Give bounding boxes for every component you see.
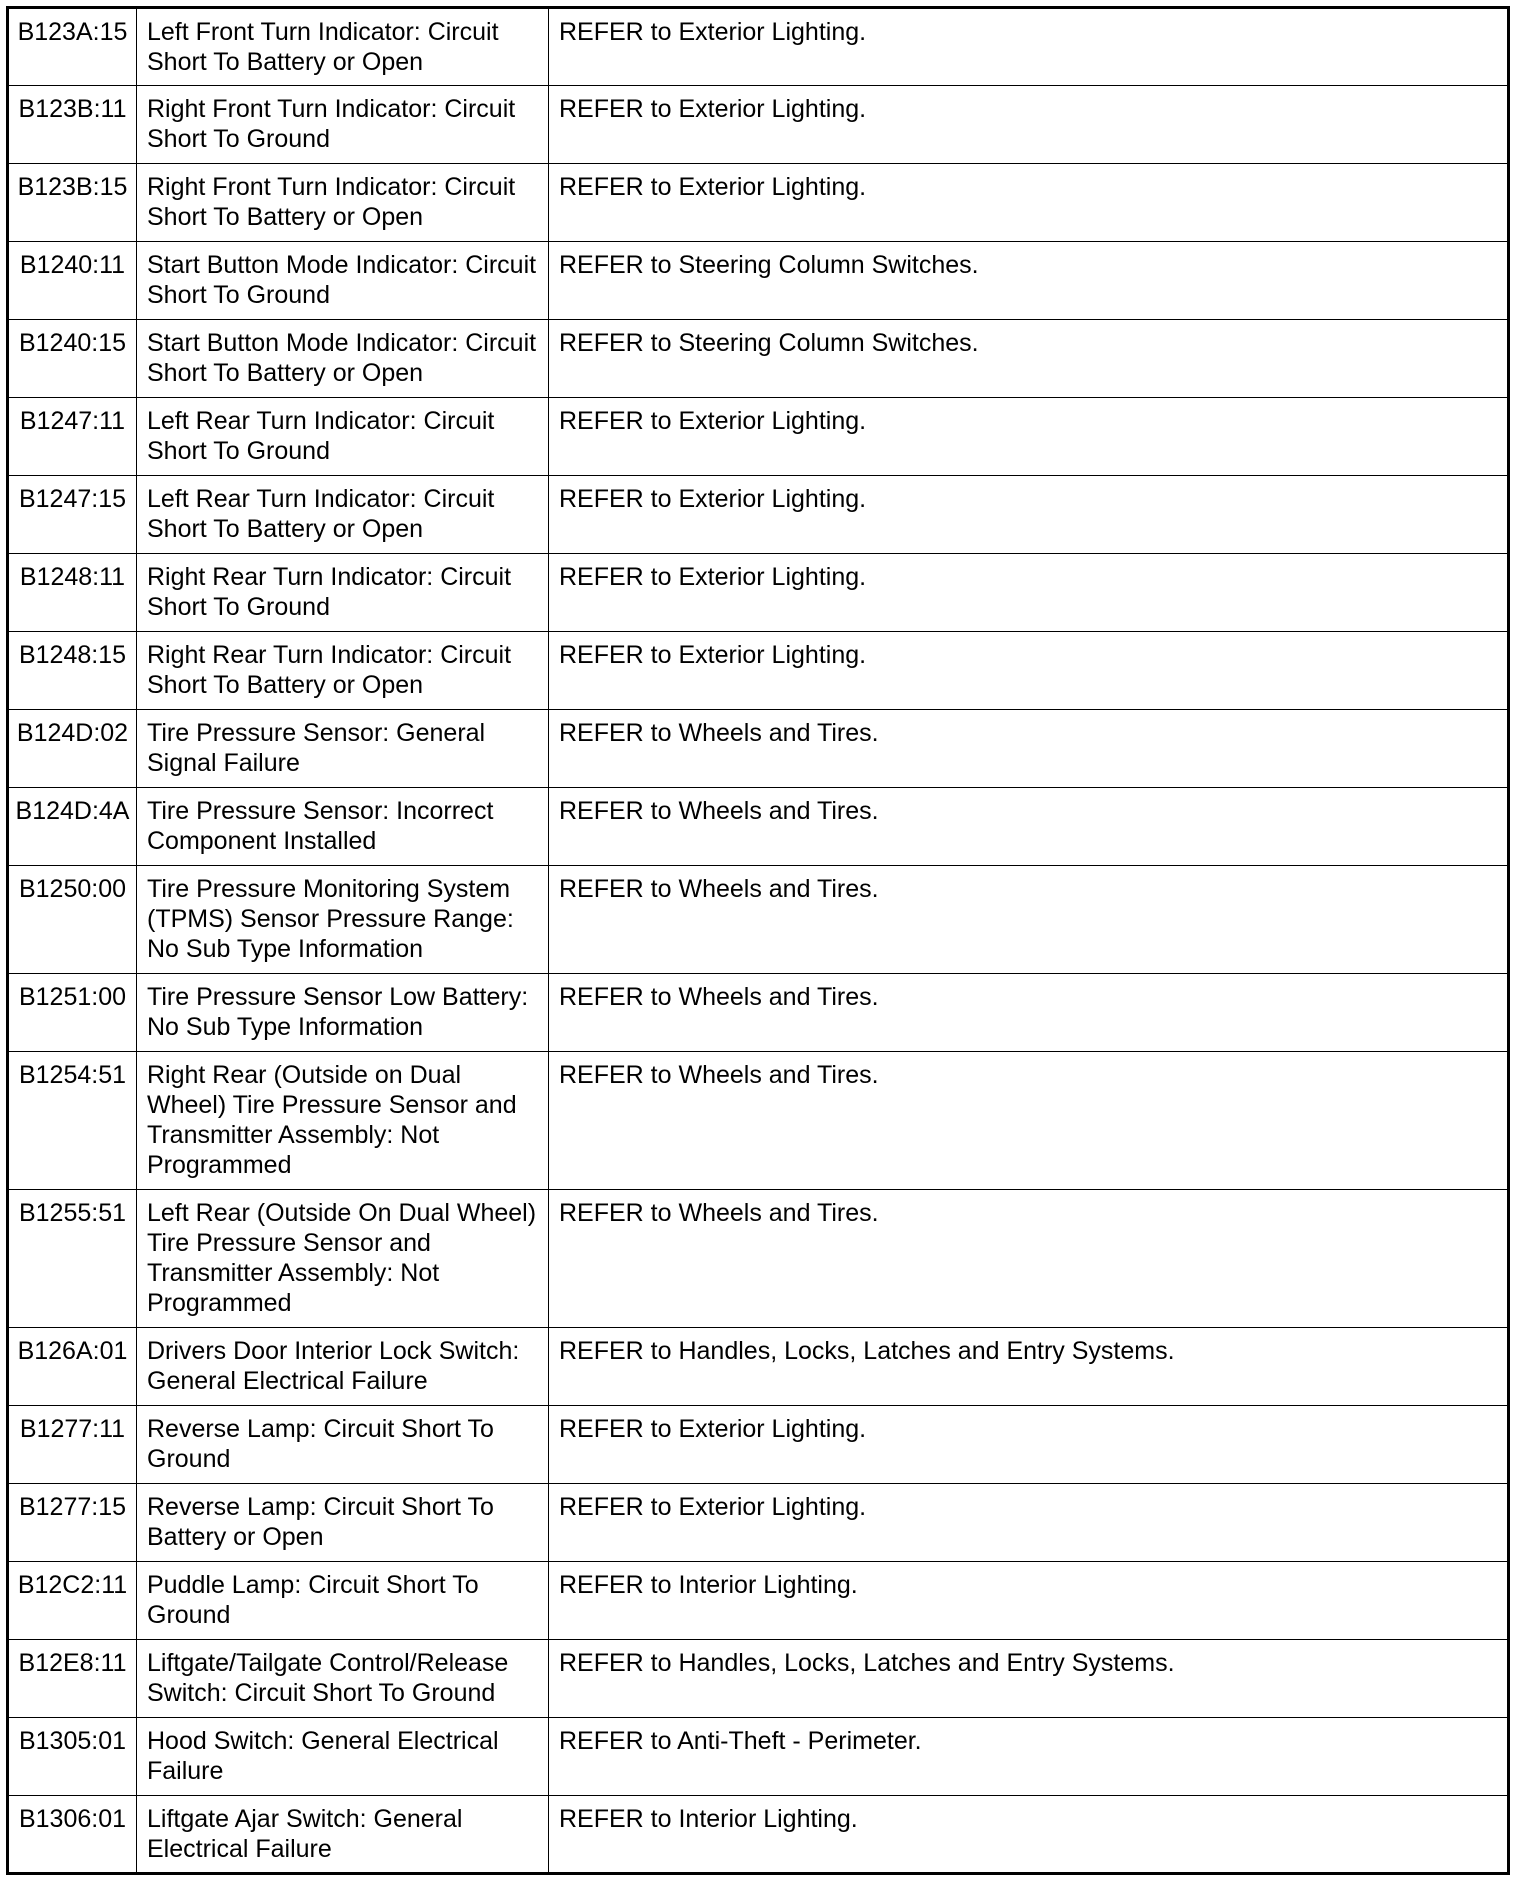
dtc-code: B123A:15 — [8, 8, 137, 86]
dtc-action: REFER to Wheels and Tires. — [549, 974, 1509, 1052]
dtc-action: REFER to Wheels and Tires. — [549, 710, 1509, 788]
table-row — [8, 1406, 1509, 1484]
dtc-code: B12E8:11 — [8, 1640, 137, 1718]
dtc-action: REFER to Interior Lighting. — [549, 1796, 1509, 1874]
dtc-description: Liftgate Ajar Switch: General Electrical Failure — [137, 1796, 549, 1874]
dtc-code: B1240:15 — [8, 320, 137, 398]
dtc-action: REFER to Interior Lighting. — [549, 1562, 1509, 1640]
dtc-code: B1254:51 — [8, 1052, 137, 1190]
dtc-description: Right Rear Turn Indicator: Circuit Short To Ground — [137, 554, 549, 632]
dtc-description: Hood Switch: General Electrical Failure — [137, 1718, 549, 1796]
table-row — [8, 164, 1509, 242]
table-row — [8, 1562, 1509, 1640]
dtc-description: Left Front Turn Indicator: Circuit Short To Battery or Open — [137, 8, 549, 86]
table-row — [8, 554, 1509, 632]
dtc-action: REFER to Steering Column Switches. — [549, 242, 1509, 320]
dtc-description: Puddle Lamp: Circuit Short To Ground — [137, 1562, 549, 1640]
dtc-action: REFER to Exterior Lighting. — [549, 398, 1509, 476]
dtc-description: Tire Pressure Monitoring System (TPMS) Sensor Pressure Range: No Sub Type Information — [137, 866, 549, 974]
dtc-action: REFER to Wheels and Tires. — [549, 788, 1509, 866]
dtc-table — [6, 6, 1510, 1875]
dtc-description: Liftgate/Tailgate Control/Release Switch: Circuit Short To Ground — [137, 1640, 549, 1718]
dtc-description: Right Rear Turn Indicator: Circuit Short To Battery or Open — [137, 632, 549, 710]
dtc-description: Left Rear (Outside On Dual Wheel) Tire Pressure Sensor and Transmitter Assembly: Not Programmed — [137, 1190, 549, 1328]
dtc-action: REFER to Wheels and Tires. — [549, 1052, 1509, 1190]
dtc-action: REFER to Anti-Theft - Perimeter. — [549, 1718, 1509, 1796]
table-row — [8, 1052, 1509, 1190]
dtc-description: Left Rear Turn Indicator: Circuit Short To Ground — [137, 398, 549, 476]
table-row — [8, 1190, 1509, 1328]
dtc-code: B124D:02 — [8, 710, 137, 788]
dtc-code: B123B:11 — [8, 86, 137, 164]
table-row — [8, 1718, 1509, 1796]
dtc-action: REFER to Wheels and Tires. — [549, 1190, 1509, 1328]
table-row — [8, 476, 1509, 554]
dtc-code: B1277:11 — [8, 1406, 137, 1484]
table-row — [8, 1640, 1509, 1718]
dtc-code: B1247:11 — [8, 398, 137, 476]
table-row — [8, 974, 1509, 1052]
dtc-action: REFER to Exterior Lighting. — [549, 164, 1509, 242]
dtc-code: B1305:01 — [8, 1718, 137, 1796]
table-row — [8, 710, 1509, 788]
dtc-code: B1248:11 — [8, 554, 137, 632]
dtc-description: Start Button Mode Indicator: Circuit Short To Battery or Open — [137, 320, 549, 398]
dtc-action: REFER to Exterior Lighting. — [549, 8, 1509, 86]
table-row — [8, 398, 1509, 476]
dtc-code: B123B:15 — [8, 164, 137, 242]
table-row — [8, 788, 1509, 866]
dtc-action: REFER to Exterior Lighting. — [549, 554, 1509, 632]
dtc-description: Start Button Mode Indicator: Circuit Short To Ground — [137, 242, 549, 320]
dtc-description: Right Front Turn Indicator: Circuit Short To Ground — [137, 86, 549, 164]
dtc-action: REFER to Exterior Lighting. — [549, 86, 1509, 164]
table-row — [8, 866, 1509, 974]
dtc-action: REFER to Steering Column Switches. — [549, 320, 1509, 398]
dtc-description: Tire Pressure Sensor: Incorrect Component Installed — [137, 788, 549, 866]
table-row — [8, 1796, 1509, 1874]
dtc-code: B1250:00 — [8, 866, 137, 974]
dtc-description: Tire Pressure Sensor Low Battery: No Sub Type Information — [137, 974, 549, 1052]
table-row — [8, 8, 1509, 86]
table-row — [8, 86, 1509, 164]
table-row — [8, 1484, 1509, 1562]
dtc-description: Reverse Lamp: Circuit Short To Ground — [137, 1406, 549, 1484]
dtc-code: B1248:15 — [8, 632, 137, 710]
dtc-action: REFER to Exterior Lighting. — [549, 1484, 1509, 1562]
dtc-description: Drivers Door Interior Lock Switch: General Electrical Failure — [137, 1328, 549, 1406]
dtc-code: B124D:4A — [8, 788, 137, 866]
dtc-action: REFER to Handles, Locks, Latches and Entry Systems. — [549, 1640, 1509, 1718]
dtc-code: B1251:00 — [8, 974, 137, 1052]
dtc-code: B1306:01 — [8, 1796, 137, 1874]
table-row — [8, 320, 1509, 398]
dtc-table-body — [8, 8, 1509, 1874]
dtc-code: B12C2:11 — [8, 1562, 137, 1640]
table-row — [8, 1328, 1509, 1406]
dtc-action: REFER to Wheels and Tires. — [549, 866, 1509, 974]
dtc-action: REFER to Exterior Lighting. — [549, 476, 1509, 554]
dtc-code: B1247:15 — [8, 476, 137, 554]
dtc-code: B1255:51 — [8, 1190, 137, 1328]
dtc-description: Left Rear Turn Indicator: Circuit Short To Battery or Open — [137, 476, 549, 554]
dtc-description: Tire Pressure Sensor: General Signal Failure — [137, 710, 549, 788]
dtc-action: REFER to Handles, Locks, Latches and Entry Systems. — [549, 1328, 1509, 1406]
dtc-code: B1240:11 — [8, 242, 137, 320]
dtc-description: Right Rear (Outside on Dual Wheel) Tire Pressure Sensor and Transmitter Assembly: Not Programmed — [137, 1052, 549, 1190]
table-row — [8, 242, 1509, 320]
dtc-code: B126A:01 — [8, 1328, 137, 1406]
table-row — [8, 632, 1509, 710]
dtc-description: Reverse Lamp: Circuit Short To Battery or Open — [137, 1484, 549, 1562]
dtc-action: REFER to Exterior Lighting. — [549, 1406, 1509, 1484]
dtc-description: Right Front Turn Indicator: Circuit Short To Battery or Open — [137, 164, 549, 242]
dtc-action: REFER to Exterior Lighting. — [549, 632, 1509, 710]
dtc-code: B1277:15 — [8, 1484, 137, 1562]
